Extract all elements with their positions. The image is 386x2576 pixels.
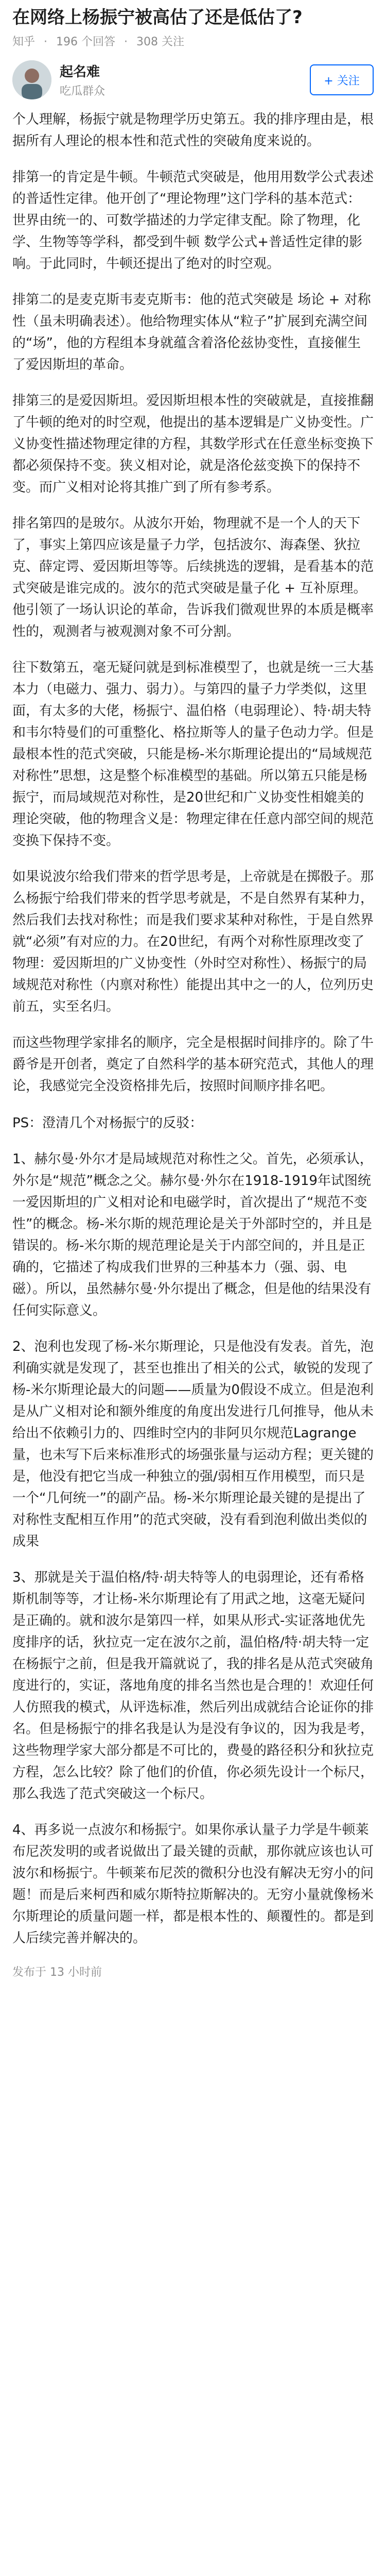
ps-title: PS：澄清几个对杨振宁的反驳： [12, 1115, 203, 1131]
ps-item-weyl: 1、赫尔曼·外尔才是局域规范对称性之父。首先，必须承认，外尔是“规范”概念之父。赫尔曼·外尔在1918-1919年试图统一爱因斯坦的广义相对论和电磁学时，首次提出了“规范不变性”的概念。杨-米尔斯的规范理论是关于外部时空的，并且是错误的。杨-米尔斯的规范理论是关于内部空间的，并且是正确的，它描述了构成我们世界的三种基本力（强、弱、电磁）。所以，虽然赫尔曼·外尔提出了概念，但是他的结果没有任何实际意义。 [12, 1151, 373, 1318]
follower-count: 308 关注 [136, 36, 185, 48]
paragraph-bohr: 排名第四的是玻尔。从波尔开始，物理就不是一个人的天下了，事实上第四应该是量子力学，包括波尔、海森堡、狄拉克、薛定谔、爱因斯坦等等。后续挑选的逻辑，是看基本的范式突破是谁完成的。波尔的范式突破是量子化 + 互补原理。他引领了一场认识论的革命，告诉我们微观世界的本质是概率性的，观测者与被观测对象不可分割。 [12, 516, 374, 639]
question-meta [12, 33, 374, 49]
paragraph-yang: 往下数第五，毫无疑问就是到标准模型了，也就是统一三大基本力（电磁力、强力、弱力）。与第四的量子力学类似，这里面，有太多的大佬，杨振宁、温伯格（电弱理论）、特·胡夫特和韦尔特曼们的可重整化、格拉斯等人的量子色动力学。但是最根本性的范式突破，只能是杨-米尔斯理论提出的“局域规范对称性”思想，这是整个标准模型的基础。所以第五只能是杨振宁，而局域规范对称性，是20世纪和广义协变性相媲美的理论突破，他的物理含义是：物理定律在任意内部空间的规范变换下保持不变。 [12, 660, 374, 849]
answer-content [12, 109, 374, 1949]
author-subtitle: 吃瓜群众 [60, 85, 106, 98]
paragraph-newton: 排第一的肯定是牛顿。牛顿范式突破是，他用用数学公式表述的普适性定律。他开创了“理论物理”这门学科的基本范式：世界由统一的、可数学描述的力学定律支配。除了物理，化学、生物等等学科，都受到牛顿 数学公式+普适性定律的影响。于此同时，牛顿还提出了绝对的时空观。 [12, 170, 374, 272]
paragraph-einstein: 排第三的是爱因斯坦。爱因斯坦根本性的突破就是，直接推翻了牛顿的绝对的时空观，他提出的基本逻辑是广义协变性。广义协变性描述物理定律的方程，其数学形式在任意坐标变换下都必须保持不变。狭义相对论，就是洛伦兹变换下的保持不变。而广义相对论将其推广到了所有参考系。 [12, 393, 374, 495]
author-name[interactable]: 起名难 [60, 64, 100, 80]
paragraph-ordering: 而这些物理学家排名的顺序，完全是根据时间排序的。除了牛爵爷是开创者，奠定了自然科学的基本研究范式，其他人的理论，我感觉完全没资格排先后，按照时间顺序排名吧。 [12, 1035, 374, 1094]
follow-button[interactable]: + 关注 [310, 64, 374, 95]
dot-separator: · [124, 36, 128, 48]
dot-separator: · [44, 36, 48, 48]
author-info [60, 61, 310, 98]
avatar[interactable] [12, 60, 51, 99]
answer-page [0, 5, 386, 1979]
ps-item-bohr-yang: 4、再多说一点波尔和杨振宁。如果你承认量子力学是牛顿莱布尼茨发明的或者说做出了最关键的贡献，那你就应该也认可波尔和杨振宁。牛顿莱布尼茨的微积分也没有解决无穷小的问题！而是后来柯西和威尔斯特拉斯解决的。无穷小量就像杨米尔斯理论的质量问题一样，都是根本性的、颠覆性的。都是到人后续完善并解决的。 [12, 1822, 374, 1946]
ps-item-electroweak: 3、那就是关于温伯格/特·胡夫特等人的电弱理论，还有希格斯机制等等，才让杨-米尔斯理论有了用武之地，这毫无疑问是正确的。就和波尔是第四一样，如果从形式-实证落地优先度排序的话，狄拉克一定在波尔之前，温伯格/特·胡夫特一定在杨振宁之前，但是我开篇就说了，我的排名是从范式突破角度进行的，实证，落地角度的排名当然也是合理的！欢迎任何人仿照我的模式，从评选标准，然后列出成就结合论证你的排名。但是杨振宁的排名我是认为是没有争议的，因为我是考，这些物理学家大部分都是不可比的，费曼的路径积分和狄拉克方程，怎么比较？除了他们的价值，你必须先设计一个标尺，那么我选了范式突破这一个标尺。 [12, 1570, 374, 1802]
question-title[interactable]: 在网络上杨振宁被高估了还是低估了? [12, 7, 303, 28]
site-label: 知乎 [12, 36, 36, 48]
author-bar [12, 60, 374, 99]
avatar-illustration-icon [12, 60, 51, 99]
publish-time: 发布于 13 小时前 [12, 1966, 102, 1979]
ps-item-pauli: 2、泡利也发现了杨-米尔斯理论，只是他没有发表。首先，泡利确实就是发现了，甚至也推出了相关的公式，敏锐的发现了杨-米尔斯理论最大的问题——质量为0假设不成立。但是泡利是从广义相对论和额外维度的角度出发进行几何推导，他从未给出不依赖引力的、四维时空内的非阿贝尔规范Lagrange量，也未写下后来标准形式的场强张量与运动方程；更关键的是，他没有把它当成一种独立的强/弱相互作用模型，而只是一个“几何统一”的副产品。杨-米尔斯理论最关键的是提出了对称性支配相互作用”的范式突破，没有看到泡利做出类似的成果 [12, 1339, 374, 1549]
paragraph-philosophy: 如果说波尔给我们带来的哲学思考是，上帝就是在掷骰子。那么杨振宁给我们带来的哲学思考就是，不是自然界有某种力，然后我们去找对称性；而是我们要求某种对称性，于是自然界就“必须”有对应的力。在20世纪，有两个对称性原理改变了物理：爱因斯坦的广义协变性（外时空对称性）、杨振宁的局域规范对称性（内禀对称性）能提出其中之一的人，位列历史前五，实至名归。 [12, 869, 374, 1014]
answer-count[interactable]: 196 个回答 [56, 36, 116, 48]
paragraph-maxwell: 排第二的是麦克斯韦麦克斯韦：他的范式突破是 场论 + 对称性（虽未明确表述）。他给物理实体从“粒子”扩展到充满空间的“场”，他的方程组本身就蕴含着洛伦兹协变性，直接催生了爱因斯坦的革命。 [12, 292, 371, 372]
ps-section [12, 1112, 374, 1949]
paragraph-intro: 个人理解，杨振宁就是物理学历史第五。我的排序理由是，根据所有人理论的根本性和范式性的突破角度来说的。 [12, 112, 374, 149]
